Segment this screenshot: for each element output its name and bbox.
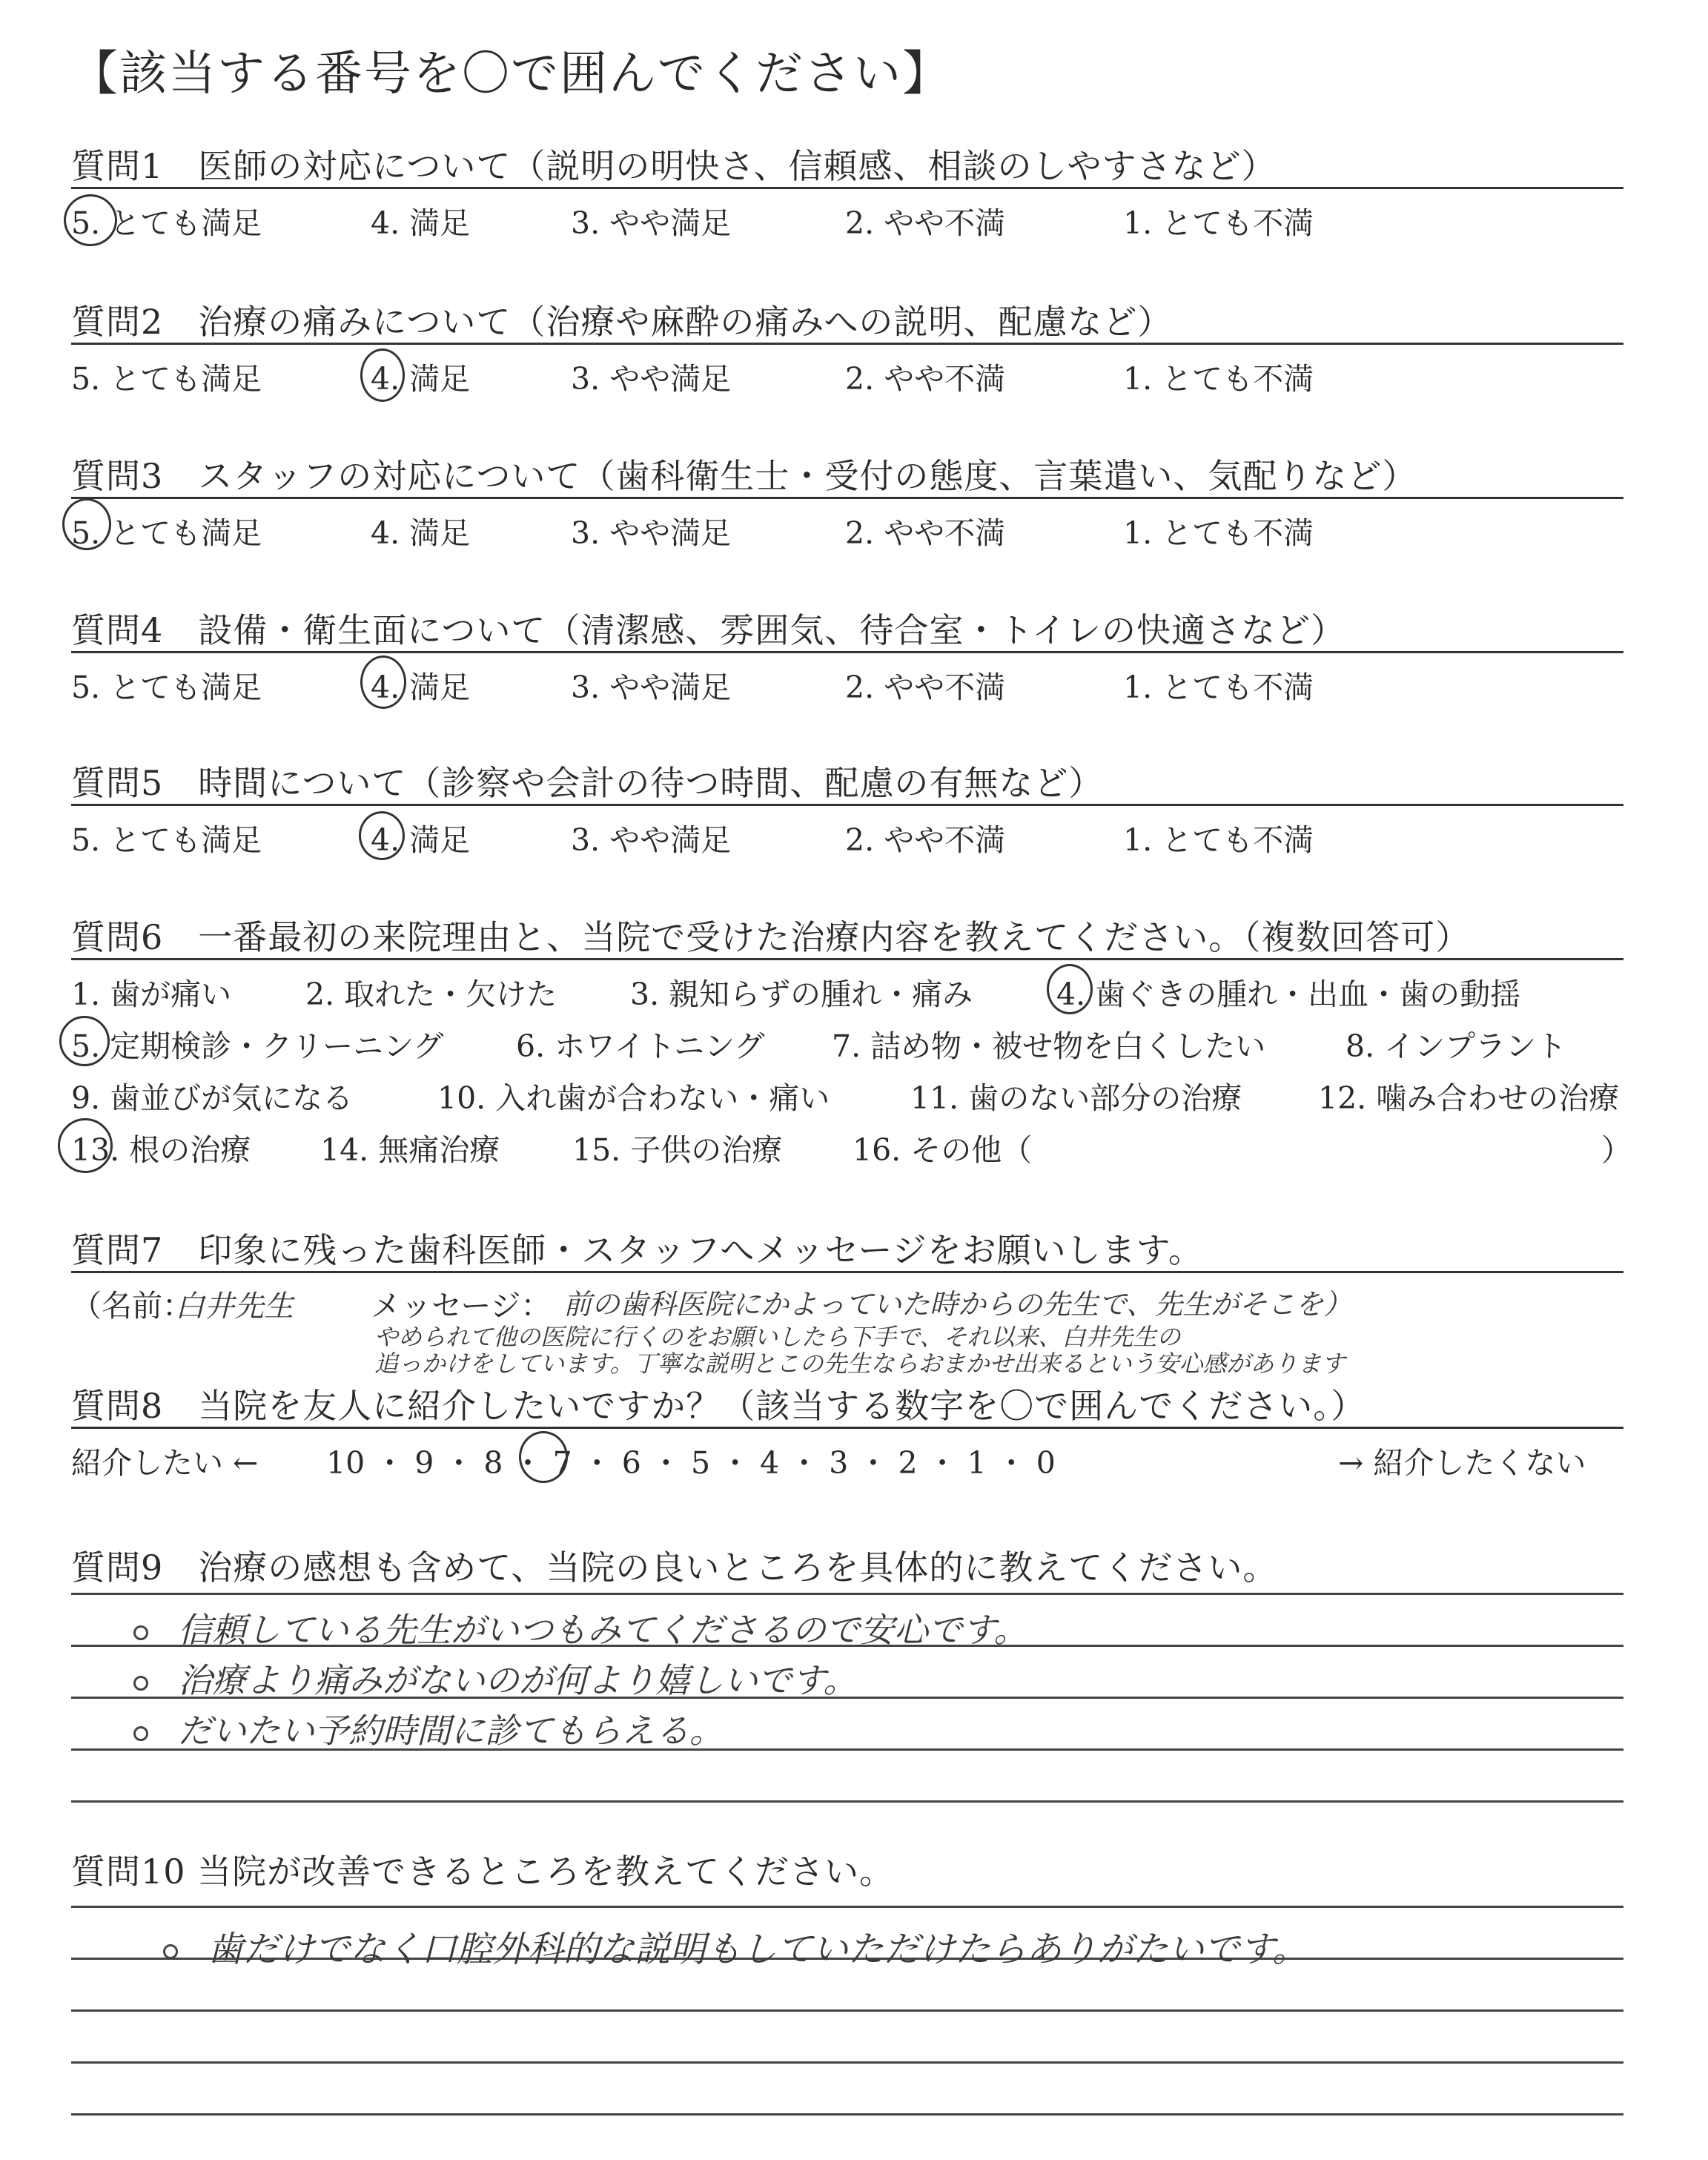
q8-score-3[interactable]: 3 <box>829 1445 849 1481</box>
question-5-heading: 質問5 時間について（診察や会計の待つ時間、配慮の有無など） <box>71 763 1104 803</box>
q8-score-5[interactable]: 5 <box>690 1445 711 1481</box>
q8-score-9[interactable]: 9 <box>414 1445 434 1481</box>
q8-score-10[interactable]: 10 <box>326 1445 365 1481</box>
q8-score-8[interactable]: 8 <box>483 1445 503 1481</box>
q8-scale: 10 ・ 9 ・ 8 ・ 7 ・ 6 ・ 5 ・ 4 ・ 3 ・ 2 ・ 1 ・ 0 <box>326 1445 1056 1481</box>
divider <box>71 497 1623 499</box>
q5-option-2[interactable]: 2. やや不満 <box>845 822 1006 858</box>
divider <box>71 1271 1623 1273</box>
divider <box>71 651 1623 653</box>
q8-score-6[interactable]: 6 <box>621 1445 641 1481</box>
answer-line <box>71 2061 1623 2064</box>
divider <box>71 187 1623 189</box>
q6-option-10[interactable]: 10. 入れ歯が合わない・痛い <box>437 1080 830 1116</box>
answer-line <box>71 2009 1623 2012</box>
q7-name-handwriting: 白井先生 <box>175 1289 294 1324</box>
q7-name-label: （名前： <box>71 1288 193 1324</box>
q2-option-2[interactable]: 2. やや不満 <box>845 361 1006 397</box>
q2-selection-circle <box>360 349 405 402</box>
q6-selection-circle-13 <box>58 1118 113 1173</box>
q3-option-1[interactable]: 1. とても不満 <box>1123 515 1314 551</box>
q5-option-3[interactable]: 3. やや満足 <box>571 822 732 858</box>
question-10-heading: 質問10 当院が改善できるところを教えてください。 <box>71 1852 895 1892</box>
q10-answer-1: 歯だけでなく口腔外科的な説明もしていただけたらありがたいです。 <box>163 1920 1308 1972</box>
q6-option-2[interactable]: 2. 取れた・欠けた <box>305 977 557 1012</box>
q6-other-close-paren: ） <box>1601 1132 1632 1168</box>
divider <box>71 1427 1623 1429</box>
answer-line <box>71 1906 1623 1908</box>
q8-left-label: 紹介したい ← <box>71 1445 259 1481</box>
bullet-icon <box>133 1676 148 1691</box>
page-title: 【該当する番号を〇で囲んでください】 <box>70 47 951 102</box>
divider <box>71 343 1623 345</box>
divider <box>71 804 1623 806</box>
q3-option-5[interactable]: 5. とても満足 <box>71 515 262 551</box>
q8-score-4[interactable]: 4 <box>760 1445 780 1481</box>
bullet-icon <box>163 1944 178 1959</box>
question-1-heading: 質問1 医師の対応について（説明の明快さ、信頼感、相談のしやすさなど） <box>71 146 1277 186</box>
q8-score-2[interactable]: 2 <box>898 1445 918 1481</box>
q7-message-label: メッセージ： <box>371 1288 552 1324</box>
question-7-heading: 質問7 印象に残った歯科医師・スタッフへメッセージをお願いします。 <box>71 1230 1203 1270</box>
answer-line <box>71 1800 1623 1803</box>
q4-option-5[interactable]: 5. とても満足 <box>71 670 262 705</box>
q1-option-4[interactable]: 4. 満足 <box>371 205 471 241</box>
answer-line <box>71 2113 1623 2116</box>
q1-selection-circle <box>64 194 117 246</box>
q3-option-3[interactable]: 3. やや満足 <box>571 515 732 551</box>
q1-option-1[interactable]: 1. とても不満 <box>1123 205 1314 241</box>
q7-message-handwriting-2: やめられて他の医院に行くのをお願いしたら下手で、それ以来、白井先生の <box>374 1323 1181 1351</box>
q2-option-5[interactable]: 5. とても満足 <box>71 361 262 397</box>
q4-option-4[interactable]: 4. 満足 <box>371 670 471 705</box>
q7-message-handwriting-1: 前の歯科医院にかよっていた時からの先生で、先生がそこを） <box>563 1288 1352 1321</box>
question-2-heading: 質問2 治療の痛みについて（治療や麻酔の痛みへの説明、配慮など） <box>71 302 1173 342</box>
q8-score-0[interactable]: 0 <box>1036 1445 1056 1481</box>
q6-option-15[interactable]: 15. 子供の治療 <box>572 1132 783 1168</box>
q8-right-label: → 紹介したくない <box>1338 1445 1586 1481</box>
q4-selection-circle <box>360 655 406 709</box>
q9-answer-2: 治療より痛みがないのが何より嬉しいです。 <box>133 1654 857 1702</box>
question-6-heading: 質問6 一番最初の来院理由と、当院で受けた治療内容を教えてください。（複数回答可） <box>71 917 1471 957</box>
q6-option-6[interactable]: 6. ホワイトニング <box>516 1028 765 1064</box>
q5-option-4[interactable]: 4. 満足 <box>371 822 471 858</box>
q3-selection-circle <box>62 498 111 550</box>
q6-option-14[interactable]: 14. 無痛治療 <box>320 1132 500 1168</box>
q6-option-7[interactable]: 7. 詰め物・被せ物を白くしたい <box>832 1028 1266 1064</box>
q6-option-13[interactable]: 13. 根の治療 <box>71 1132 251 1168</box>
q1-option-2[interactable]: 2. やや不満 <box>845 205 1006 241</box>
q4-option-1[interactable]: 1. とても不満 <box>1123 670 1314 705</box>
q5-option-5[interactable]: 5. とても満足 <box>71 822 262 858</box>
q8-score-7[interactable]: 7 <box>552 1445 572 1481</box>
question-4-heading: 質問4 設備・衛生面について（清潔感、雰囲気、待合室・トイレの快適さなど） <box>71 610 1346 650</box>
bullet-icon <box>133 1625 148 1640</box>
q9-answer-1: 信頼している先生がいつもみてくださるので安心です。 <box>133 1603 1027 1652</box>
q4-option-2[interactable]: 2. やや不満 <box>845 670 1006 705</box>
q1-option-3[interactable]: 3. やや満足 <box>571 205 732 241</box>
q6-selection-circle-4 <box>1047 964 1093 1014</box>
divider <box>71 958 1623 960</box>
q3-option-2[interactable]: 2. やや不満 <box>845 515 1006 551</box>
bullet-icon <box>133 1726 148 1741</box>
q5-option-1[interactable]: 1. とても不満 <box>1123 822 1314 858</box>
question-8-heading: 質問8 当院を友人に紹介したいですか？（該当する数字を〇で囲んでください。） <box>71 1386 1366 1426</box>
q6-option-12[interactable]: 12. 噛み合わせの治療 <box>1318 1080 1620 1116</box>
q2-option-3[interactable]: 3. やや満足 <box>571 361 732 397</box>
q9-answer-3: だいたい予約時間に診てもらえる。 <box>133 1704 724 1753</box>
q6-option-3[interactable]: 3. 親知らずの腫れ・痛み <box>630 977 973 1012</box>
q2-option-1[interactable]: 1. とても不満 <box>1123 361 1314 397</box>
q6-option-11[interactable]: 11. 歯のない部分の治療 <box>910 1080 1242 1116</box>
q6-option-1[interactable]: 1. 歯が痛い <box>71 977 232 1012</box>
answer-line <box>71 1593 1623 1595</box>
q6-option-4[interactable]: 4. 歯ぐきの腫れ・出血・歯の動揺 <box>1056 977 1521 1012</box>
q8-score-1[interactable]: 1 <box>967 1445 987 1481</box>
q6-selection-circle-5 <box>59 1016 110 1066</box>
q6-option-16[interactable]: 16. その他（ <box>853 1132 1033 1168</box>
q1-option-5[interactable]: 5. とても満足 <box>71 205 262 241</box>
q3-option-4[interactable]: 4. 満足 <box>371 515 471 551</box>
q4-option-3[interactable]: 3. やや満足 <box>571 670 732 705</box>
q8-selection-circle <box>519 1431 568 1483</box>
q2-option-4[interactable]: 4. 満足 <box>371 361 471 397</box>
q5-selection-circle <box>359 811 405 860</box>
q6-option-5[interactable]: 5. 定期検診・クリーニング <box>71 1028 444 1064</box>
q6-option-8[interactable]: 8. インプラント <box>1345 1028 1567 1064</box>
q7-message-handwriting-3: 追っかけをしています。丁寧な説明とこの先生ならおまかせ出来るという安心感があります <box>374 1350 1345 1378</box>
question-9-heading: 質問9 治療の感想も含めて、当院の良いところを具体的に教えてください。 <box>71 1548 1278 1588</box>
question-3-heading: 質問3 スタッフの対応について（歯科衛生士・受付の態度、言葉遣い、気配りなど） <box>71 456 1417 496</box>
q6-option-9[interactable]: 9. 歯並びが気になる <box>71 1080 354 1116</box>
